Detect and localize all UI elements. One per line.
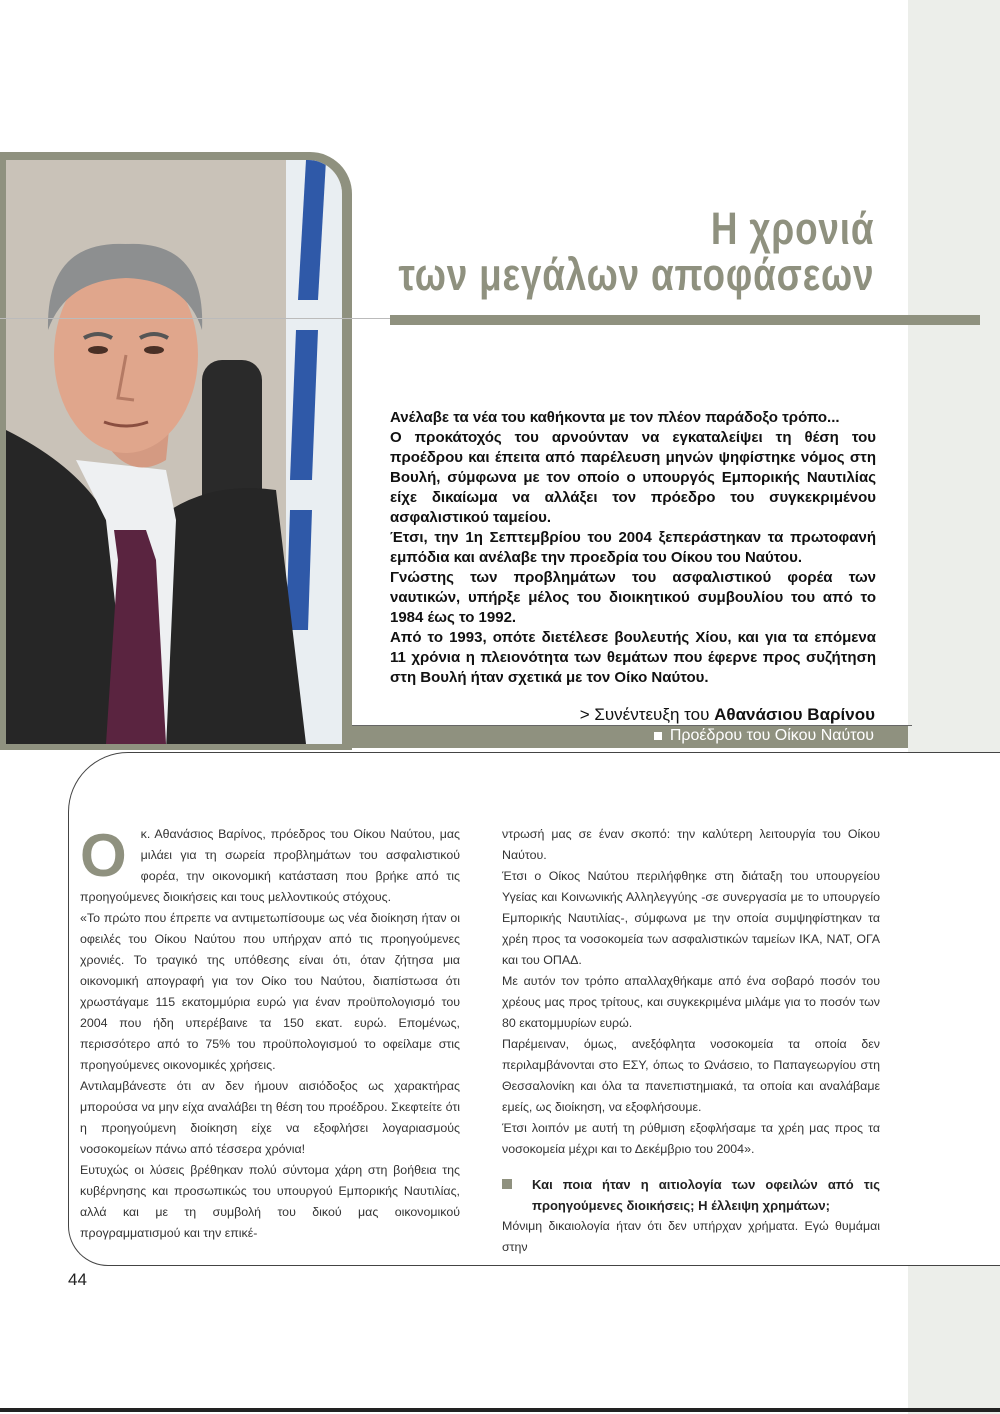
first-paragraph-text: κ. Αθανάσιος Βαρίνος, πρόεδρος του Οίκου Ναύτου, μας μιλάει για τη σωρεία προβλημάτων του ασφαλιστικού φορέα, την οικονομική κατάσταση που βρήκε από τις προηγούμενες διοικήσεις και τους μελλοντικούς στόχους. [80,827,460,904]
byline-prefix: > Συνέντευξη του [579,705,710,724]
lead-paragraph: Έτσι, την 1η Σεπτεμβρίου του 2004 ξεπεράστηκαν τα πρωτοφανή εμπόδια και ανέλαβε την προεδρία του Οίκου του Ναύτου. [390,529,876,566]
square-bullet-icon [502,1179,512,1189]
body-paragraph: Με αυτόν τον τρόπο απαλλαχθήκαμε από ένα σοβαρό ποσόν του χρέους μας προς τρίτους, και συγκεκριμένα μιλάμε για το ποσόν των 80 εκατομμυρίων ευρώ. [502,974,880,1030]
lead-intro [390,408,876,688]
body-paragraph: Έτσι ο Οίκος Ναύτου περιλήφθηκε στη διάταξη του υπουργείου Υγείας και Κοινωνικής Αλληλεγγύης -σε συνεργασία με το υπουργείο Εμπορικής Ναυτιλίας-, σύμφωνα με την οποία συμψηφίστηκαν τα χρέη προς τα νοσοκομεία των ασφαλιστικών ταμείων ΙΚΑ, ΝΑΤ, ΟΓΑ και του ΟΠΑΔ. [502,869,880,967]
title-line-2: των μεγάλων αποφάσεων [398,249,874,300]
drop-cap: Ο [80,822,127,889]
right-column [502,824,880,1258]
square-bullet-icon [654,732,662,740]
lead-paragraph: Ο προκάτοχός του αρνούνταν να εγκαταλείψει τη θέση του προέδρου και έπειτα από παρέλευση μηνών ψηφίστηκε νόμος στη Βουλή, σύμφωνα με τον οποίο ο υπουργός Εμπορικής Ναυτιλίας είχε δικαίωμα να αλλάξει τον πρόεδρο του συγκεκριμένου ασφαλιστικού ταμείου. [390,429,876,526]
header-thin-rule [0,318,390,319]
first-paragraph [80,824,460,908]
portrait-photo [6,160,342,744]
header-rule [390,315,980,325]
interview-byline [580,705,875,725]
interview-question [502,1174,880,1216]
body-paragraph: Παρέμειναν, όμως, ανεξόφλητα νοσοκομεία τα οποία δεν περιλαμβάνονται στο ΕΣΥ, όπως το Ωνάσειο, το Παπαγεωργίου στη Θεσσαλονίκη και όλα τα πανεπιστημιακά, τα οποία και αναλάβαμε εμείς, ως διοίκηση, να εξοφλήσουμε. [502,1037,880,1114]
lead-paragraph: Από το 1993, οπότε διετέλεσε βουλευτής Χίου, και για τα επόμενα 11 χρόνια η πλειονότητα των θεμάτων που έφερνε προς συζήτηση στη Βουλή ήταν σχετικά με τον Οίκο Ναύτου. [390,629,876,686]
interviewee-role [654,727,874,745]
answer-paragraph: Μόνιμη δικαιολογία ήταν ότι δεν υπήρχαν χρήματα. Εγώ θυμάμαι στην [502,1219,880,1254]
portrait-illustration [6,160,342,744]
role-text: Προέδρου του Οίκου Ναύτου [669,727,874,744]
page-bottom-rule [0,1408,1000,1412]
body-paragraph: ντρωσή μας σε έναν σκοπό: την καλύτερη λειτουργία του Οίκου Ναύτου. [502,827,880,862]
left-column [80,824,460,1244]
article-title [398,203,874,300]
body-paragraph: Αντιλαμβάνεστε ότι αν δεν ήμουν αισιόδοξος ως χαρακτήρας μπορούσα να μην είχα αναλάβει τη θέση του προέδρου. Σκεφτείτε ότι η προηγούμενη διοίκηση είχε να εξοφλήσει λογαριασμούς νοσοκομείων πάνω από τέσσερα χρόνια! [80,1079,460,1156]
lead-paragraph: Ανέλαβε τα νέα του καθήκοντα με τον πλέον παράδοξο τρόπο... [390,409,840,426]
byline-name: Αθανάσιου Βαρίνου [714,705,875,724]
body-paragraph: «Το πρώτο που έπρεπε να αντιμετωπίσουμε ως νέα διοίκηση ήταν οι οφειλές του Οίκου Ναύτου που υπήρχαν από τις προηγούμενες χρονιές. Το τραγικό της υπόθεσης είναι ότι, όταν ζήτησα μια οικονομική απογραφή για τον Οίκο του Ναύτου, διαπίστωσα ότι χρωστάγαμε 115 εκατομμύρια ευρώ για έναν προϋπολογισμό του 2004 που ήδη υπερέβαινε τα 150 εκατ. ευρώ. Επομένως, περισσότερο από το 75% του προϋπολογισμού το οφείλαμε στις προηγούμενες οικονομικές χρήσεις. [80,911,460,1072]
title-line-1: Η χρονιά [710,203,874,254]
body-paragraph: Έτσι λοιπόν με αυτή τη ρύθμιση εξοφλήσαμε τα χρέη μας προς τα νοσοκομεία μέχρι και το Δεκέμβριο του 2004». [502,1121,880,1156]
page-number: 44 [68,1270,87,1289]
body-paragraph: Ευτυχώς οι λύσεις βρέθηκαν πολύ σύντομα χάρη στη βοήθεια της κυβέρνησης και προσωπικώς του υπουργού Εμπορικής Ναυτιλίας, αλλά και με τη συμβολή του δικού μας οικονομικού προγραμματισμού και την επικέ- [80,1163,460,1240]
question-text: Και ποια ήταν η αιτιολογία των οφειλών από τις προηγούμενες διοικήσεις; Η έλλειψη χρημάτων; [532,1177,880,1213]
lead-paragraph: Γνώστης των προβλημάτων του ασφαλιστικού φορέα των ναυτικών, υπήρξε μέλος του διοικητικού συμβουλίου του από το 1984 έως το 1992. [390,569,876,626]
